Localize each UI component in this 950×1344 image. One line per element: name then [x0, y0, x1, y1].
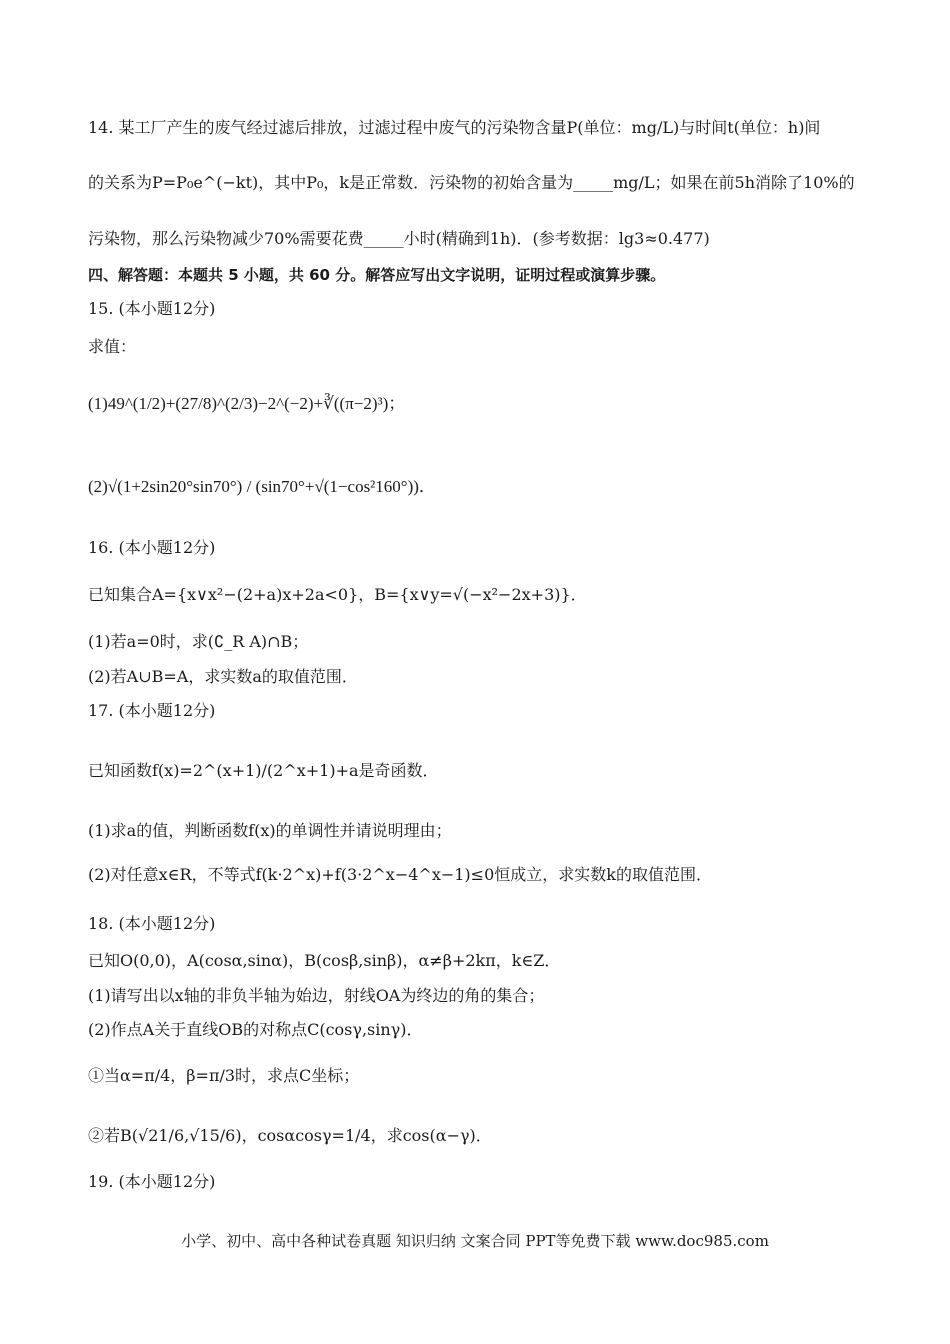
- q15-prompt: 求值：: [88, 337, 137, 356]
- q17-part2: (2)对任意x∈R，不等式f(k·2^x)+f(3·2^x−4^x−1)≤0恒成立，求实数k的取值范围．: [88, 865, 712, 884]
- q14-line-1: 14. 某工厂产生的废气经过滤后排放，过滤过程中废气的污染物含量P(单位：mg/L)与时间t(单位：h)间: [88, 118, 821, 137]
- q18-sub2: ②若B(√21/6,√15/6)，cosαcosγ=1/4，求cos(α−γ)．: [88, 1126, 492, 1145]
- q16-title: 16. (本小题12分): [88, 538, 216, 557]
- section-heading: 四、解答题：本题共 5 小题，共 60 分。解答应写出文字说明，证明过程或演算步骤。: [88, 266, 666, 284]
- q15-part2: (2)√(1+2sin20°sin70°) / (sin70°+√(1−cos²160°))．: [88, 477, 436, 496]
- q15-title: 15. (本小题12分): [88, 299, 216, 318]
- q16-stem: 已知集合A={x∨x²−(2+a)x+2a<0}，B={x∨y=√(−x²−2x+3)}．: [88, 585, 587, 604]
- q18-part2: (2)作点A关于直线OB的对称点C(cosγ,sinγ)．: [88, 1020, 423, 1039]
- q17-stem: 已知函数f(x)=2^(x+1)/(2^x+1)+a是奇函数．: [88, 761, 439, 780]
- q15-part1: (1)49^(1/2)+(27/8)^(2/3)−2^(−2)+∛((π−2)³)；: [88, 394, 406, 413]
- q18-stem: 已知O(0,0)，A(cosα,sinα)，B(cosβ,sinβ)，α≠β+2kπ，k∈Z．: [88, 951, 561, 970]
- q17-title: 17. (本小题12分): [88, 701, 216, 720]
- page-footer: 小学、初中、高中各种试卷真题 知识归纳 文案合同 PPT等免费下载 www.doc985.com: [181, 1232, 769, 1250]
- q19-title: 19. (本小题12分): [88, 1172, 216, 1191]
- q16-part2: (2)若A∪B=A，求实数a的取值范围．: [88, 667, 358, 686]
- q18-sub1: ①当α=π/4，β=π/3时，求点C坐标；: [88, 1066, 360, 1085]
- q18-part1: (1)请写出以x轴的非负半轴为始边，射线OA为终边的角的集合；: [88, 986, 545, 1005]
- q18-title: 18. (本小题12分): [88, 914, 216, 933]
- q16-part1: (1)若a=0时，求(∁_R A)∩B；: [88, 632, 309, 651]
- q14-line-2: 的关系为P=P₀e^(−kt)，其中P₀，k是正常数．污染物的初始含量为_____mg/L；如果在前5h消除了10%的: [88, 173, 855, 192]
- q14-line-3: 污染物，那么污染物减少70%需要花费_____小时(精确到1h)．(参考数据：lg3≈0.477): [88, 229, 710, 248]
- q17-part1: (1)求a的值，判断函数f(x)的单调性并请说明理由；: [88, 821, 452, 840]
